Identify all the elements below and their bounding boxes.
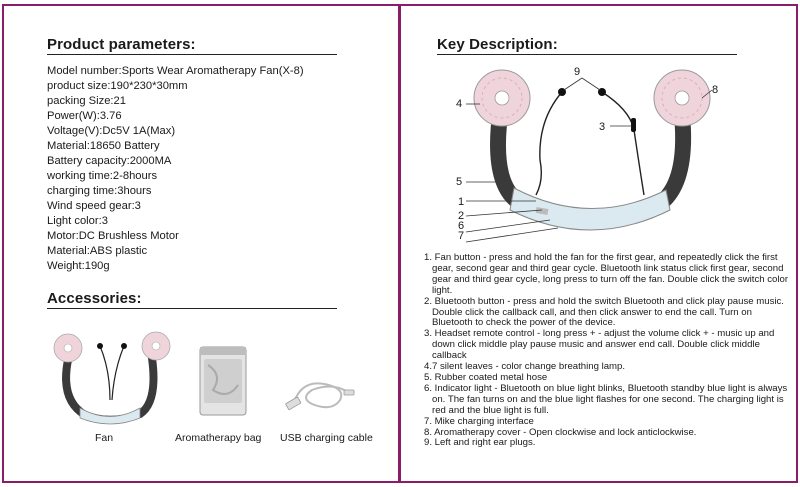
param-capacity: Battery capacity:2000MA	[47, 155, 172, 167]
product-parameters-heading: Product parameters:	[47, 36, 196, 53]
key-description-list	[424, 253, 789, 449]
param-power: Power(W):3.76	[47, 110, 122, 122]
param-light-color: Light color:3	[47, 215, 108, 227]
callout-3: 3	[599, 121, 606, 133]
key-item-7: 7. Mike charging interface	[424, 415, 534, 427]
key-heading-underline	[437, 54, 737, 55]
neck-fan-image	[40, 330, 180, 430]
param-model: Model number:Sports Wear Aromatherapy Fan(X-8)	[47, 65, 304, 77]
param-material-battery: Material:18650 Battery	[47, 140, 160, 152]
callout-1: 1	[458, 196, 465, 208]
callout-5: 5	[456, 176, 463, 188]
key-item-5: 5. Rubber coated metal hose	[424, 371, 548, 383]
param-working-time: working time:2-8hours	[47, 170, 158, 182]
usb-cable-image	[282, 372, 362, 414]
callout-8: 8	[712, 84, 719, 96]
key-description-heading: Key Description:	[437, 36, 558, 53]
key-item-8: 8. Aromatherapy cover - Open clockwise and lock anticlockwise.	[424, 426, 697, 438]
key-item-3: 3. Headset remote control - long press + - adjust the volume click + - music up and down click middle play pause music and answer end call. Double click middle callback	[424, 328, 775, 362]
key-item-1: 1. Fan button - press and hold the fan for the first gear, and repeatedly click the first gear, second gear and third gear cycle. Bluetooth link status click first gear, second gear and third gear cycle, long press to turn off the fan. Double click the switch color light.	[424, 252, 789, 296]
accessory-label-fan: Fan	[95, 432, 114, 444]
callout-2: 2	[458, 210, 465, 222]
param-packing: packing Size:21	[47, 95, 126, 107]
param-wind-gear: Wind speed gear:3	[47, 200, 141, 212]
param-motor: Motor:DC Brushless Motor	[47, 230, 179, 242]
key-item-2: 2. Bluetooth button - press and hold the switch Bluetooth and click play pause music. Double click the callback call, and then click answer to end the call. Turn on Bluetooth to check the power of the device.	[424, 295, 784, 329]
product-parameters-list	[47, 64, 304, 274]
callout-9: 9	[574, 66, 581, 78]
key-item-9: 9. Left and right ear plugs.	[424, 437, 536, 449]
accessory-label-usb-cable: USB charging cable	[280, 432, 373, 444]
param-size: product size:190*230*30mm	[47, 80, 188, 92]
accessory-label-aroma-bag: Aromatherapy bag	[175, 432, 262, 444]
key-item-4: 4.7 silent leaves - color change breathing lamp.	[424, 361, 626, 373]
param-charging-time: charging time:3hours	[47, 185, 152, 197]
callout-4: 4	[456, 98, 463, 110]
accessories-underline	[47, 308, 337, 309]
neck-fan-diagram	[430, 60, 740, 248]
aroma-bag-image	[198, 345, 248, 417]
param-voltage: Voltage(V):Dc5V 1A(Max)	[47, 125, 176, 137]
callout-6: 6	[458, 220, 465, 232]
callout-7: 7	[458, 230, 465, 242]
param-weight: Weight:190g	[47, 260, 110, 272]
key-item-6: 6. Indicator light - Bluetooth on blue light blinks, Bluetooth standby blue light is always on. The fan turns on and the blue light flashes for one second. The charging light is red and the blue light is full.	[424, 382, 788, 416]
param-material-plastic: Material:ABS plastic	[47, 245, 148, 257]
heading-underline	[47, 54, 337, 55]
accessories-heading: Accessories:	[47, 290, 142, 307]
